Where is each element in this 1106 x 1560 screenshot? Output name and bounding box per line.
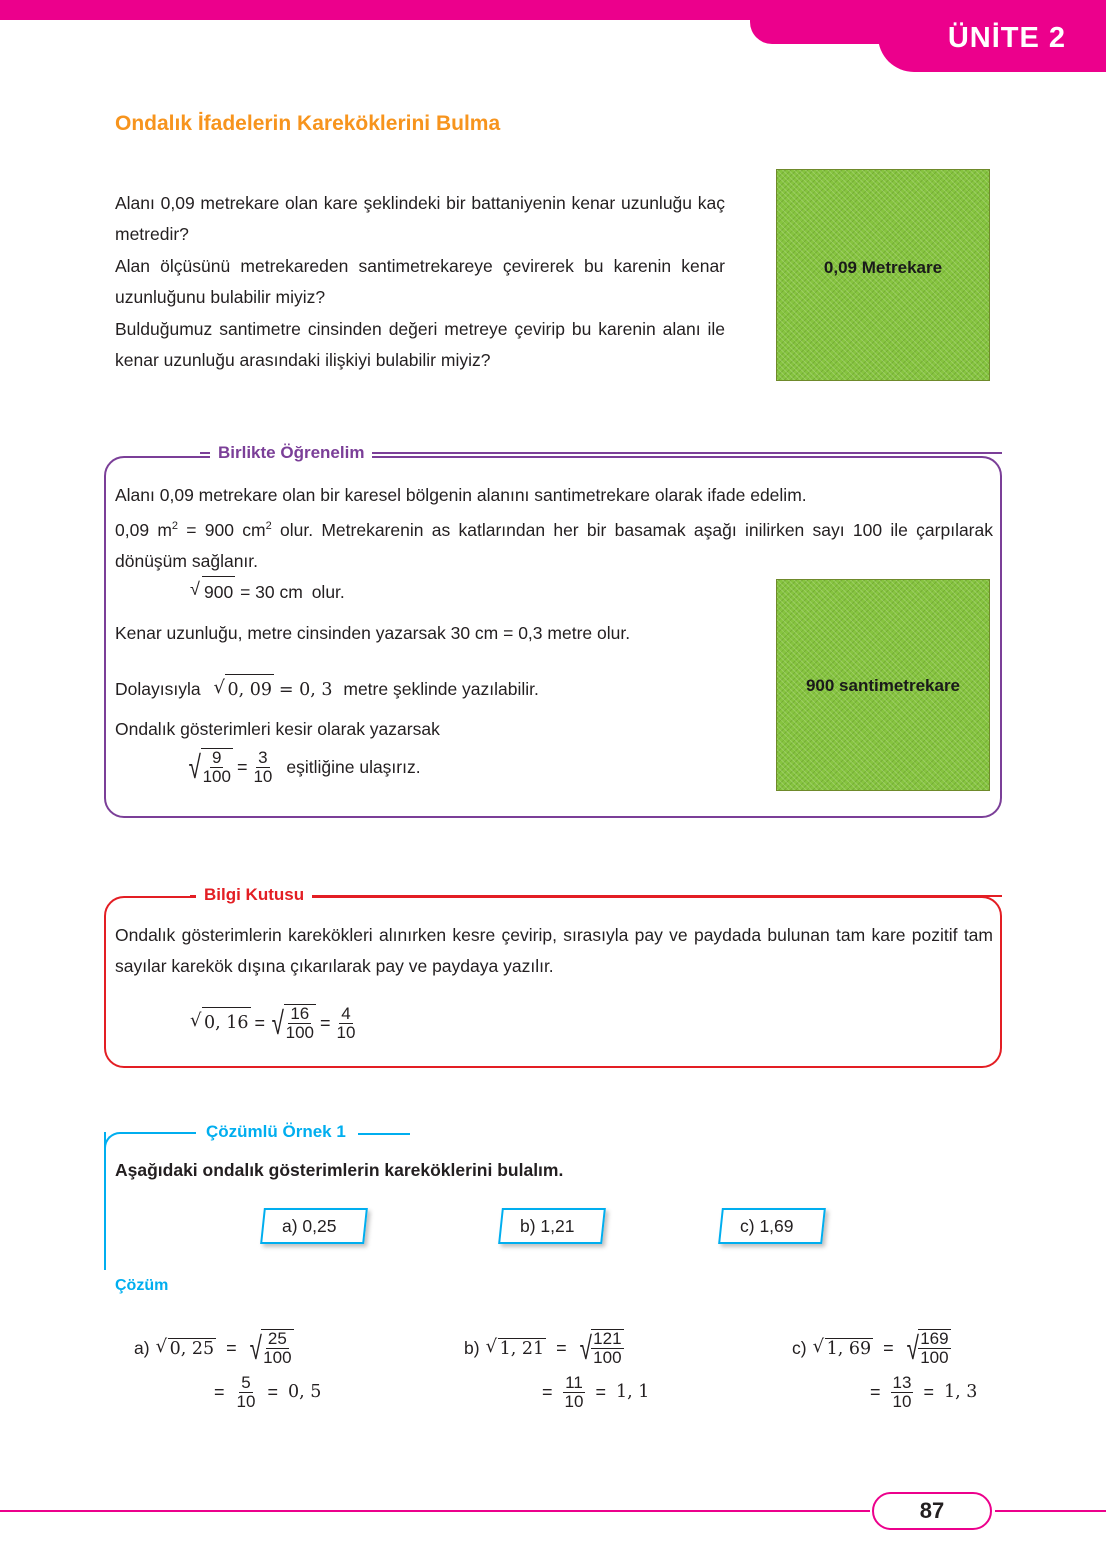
- sqrt-symbol: [190, 576, 235, 608]
- radicand: 1, 21: [499, 1338, 545, 1359]
- intro-text: [115, 188, 725, 377]
- equals-sign: =: [267, 1381, 278, 1402]
- denominator: 10: [253, 766, 273, 786]
- denominator: 10: [892, 1391, 912, 1411]
- bilgi-title: Bilgi Kutusu: [196, 885, 312, 905]
- radicand: [261, 1329, 293, 1367]
- radical-sign: √: [188, 749, 201, 785]
- fraction: [284, 1005, 316, 1042]
- text: olur. Metrekarenin as katlarından her bir basamak aşağı inilirken sayı 100 ile çarpılarak dönüşüm sağlanır.: [115, 519, 993, 571]
- fraction: [261, 1330, 293, 1367]
- footer-rule: [0, 1510, 870, 1512]
- example-title-rule: [358, 1133, 410, 1135]
- footer-rule: [995, 1510, 1106, 1512]
- superscript: 2: [265, 520, 272, 532]
- numerator: 5: [241, 1372, 251, 1392]
- fraction: [563, 1374, 586, 1411]
- blanket-label: 0,09 Metrekare: [823, 258, 943, 277]
- solution-c: [792, 1326, 977, 1414]
- solution-row: [792, 1326, 977, 1370]
- text: metre şeklinde yazılabilir.: [343, 679, 539, 699]
- chip-a: [260, 1208, 368, 1244]
- birlikte-line: Kenar uzunluğu, metre cinsinden yazarsak 30 cm = 0,3 metre olur.: [115, 623, 631, 643]
- solution-item-label: a): [134, 1337, 150, 1358]
- denominator: 100: [202, 767, 231, 786]
- superscript: 2: [171, 520, 179, 532]
- box-title-rule: [384, 452, 1002, 454]
- solution-row: [792, 1370, 977, 1414]
- radicand: [284, 1004, 316, 1042]
- denominator: 100: [285, 1023, 314, 1042]
- numerator: 9: [212, 748, 222, 767]
- solution-label: Çözüm: [115, 1277, 169, 1294]
- sqrt-symbol: [269, 1004, 316, 1042]
- radicand: 1, 69: [826, 1338, 872, 1359]
- denominator: 100: [593, 1348, 622, 1367]
- sqrt-symbol: [156, 1338, 217, 1359]
- intro-paragraph: Bulduğumuz santimetre cinsinden değeri metreye çevirip bu karenin alanı ile kenar uzunluğu arasındaki ilişkiyi bulabilir miyiz?: [115, 319, 725, 370]
- birlikte-title: Birlikte Öğrenelim: [210, 443, 372, 463]
- fraction: [251, 749, 274, 786]
- equation-text: = 0, 3: [278, 680, 333, 700]
- equals-sign: =: [542, 1381, 553, 1402]
- intro-paragraph: Alanı 0,09 metrekare olan kare şeklindeki bir battaniyenin kenar uzunluğu kaç metredir?: [115, 193, 725, 244]
- birlikte-line: Alanı 0,09 metrekare olan bir karesel bölgenin alanını santimetrekare olarak ifade edelim.: [115, 485, 807, 505]
- equals-sign: =: [214, 1381, 225, 1402]
- birlikte-line: Ondalık gösterimleri kesir olarak yazarsak: [115, 719, 440, 739]
- text: Dolayısıyla: [115, 679, 201, 699]
- radicand: [201, 748, 233, 786]
- chip-label: c) 1,69: [740, 1216, 794, 1236]
- chip-b: [498, 1208, 606, 1244]
- intro-paragraph: Alan ölçüsünü metrekareden santimetrekareye çevirerek bu karenin kenar uzunluğunu bulabilir miyiz?: [115, 256, 725, 307]
- sqrt-symbol: [813, 1338, 874, 1359]
- denominator: 100: [263, 1348, 292, 1367]
- sqrt-symbol: [904, 1329, 951, 1367]
- sqrt-symbol: [486, 1338, 547, 1359]
- example-title: Çözümlü Örnek 1: [206, 1122, 346, 1141]
- radicand: 900: [202, 576, 235, 608]
- radical-sign: √: [249, 1330, 262, 1366]
- numerator: 169: [920, 1329, 949, 1348]
- sqrt-symbol: [577, 1329, 624, 1367]
- blanket-image-large: [776, 579, 990, 791]
- equals-sign: =: [319, 1012, 331, 1033]
- radical-sign: √: [579, 1330, 592, 1366]
- birlikte-content: [115, 480, 993, 577]
- equals-sign: =: [883, 1337, 894, 1358]
- solution-b: [464, 1326, 649, 1414]
- text: olur.: [311, 582, 345, 602]
- denominator: 100: [920, 1348, 949, 1367]
- page-title: Ondalık İfadelerin Kareköklerini Bulma: [115, 112, 501, 135]
- box-title-rule: [312, 895, 1002, 897]
- fraction: [335, 1005, 358, 1042]
- text: eşitliğine ulaşırız.: [286, 756, 421, 777]
- equals-sign: =: [923, 1381, 934, 1402]
- blanket-label: 900 santimetrekare: [805, 676, 961, 695]
- fraction: [591, 1330, 623, 1367]
- denominator: 10: [564, 1391, 584, 1411]
- fraction: [891, 1374, 914, 1411]
- text: 0,09 m: [115, 519, 172, 540]
- page-number: 87: [872, 1492, 992, 1530]
- numerator: 121: [593, 1329, 622, 1348]
- equals-sign: =: [254, 1012, 266, 1033]
- chip-label: b) 1,21: [520, 1216, 575, 1236]
- radical-sign: √: [906, 1330, 919, 1366]
- fraction: [201, 749, 233, 786]
- result: 1, 3: [943, 1382, 978, 1402]
- solution-row: [134, 1326, 321, 1370]
- unit-label: ÜNİTE 2: [947, 22, 1066, 54]
- equals-sign: =: [595, 1381, 606, 1402]
- numerator: 11: [565, 1372, 583, 1392]
- example-question: Aşağıdaki ondalık gösterimlerin kareköklerini bulalım.: [115, 1160, 564, 1180]
- bilgi-equation: [190, 1004, 357, 1042]
- fraction: [235, 1374, 258, 1411]
- sqrt-900-line: [190, 576, 345, 608]
- equals-sign: =: [556, 1337, 567, 1358]
- chip-c: [718, 1208, 826, 1244]
- bilgi-text: Ondalık gösterimlerin karekökleri alınırken kesre çevirip, sırasıyla pay ve paydada bulunan tam kare pozitif tam sayılar karekök dışına çıkarılarak pay ve paydaya yazılır.: [115, 925, 993, 976]
- fraction: [918, 1330, 950, 1367]
- sqrt-symbol: [186, 748, 233, 786]
- numerator: 16: [290, 1004, 310, 1023]
- radical-sign: √: [271, 1005, 284, 1041]
- sqrt-symbol: [247, 1329, 294, 1367]
- birlikte-line: [115, 674, 539, 706]
- result: 0, 5: [287, 1382, 322, 1402]
- sqrt-symbol: [213, 674, 274, 706]
- text: = 900 cm: [178, 519, 266, 540]
- radicand: [918, 1329, 950, 1367]
- fraction-equation: [186, 748, 421, 786]
- solution-row: [134, 1370, 321, 1414]
- solution-row: [464, 1370, 649, 1414]
- radicand: 0, 09: [225, 674, 274, 706]
- radicand: 0, 16: [202, 1007, 251, 1039]
- numerator: 13: [892, 1372, 912, 1392]
- numerator: 4: [341, 1003, 351, 1023]
- solution-a: [134, 1326, 321, 1414]
- birlikte-line: [115, 511, 993, 577]
- example-bracket-corner: [104, 1132, 196, 1162]
- blanket-image-small: [776, 169, 990, 381]
- solution-item-label: c): [792, 1337, 807, 1358]
- equals-sign: =: [236, 756, 248, 777]
- sqrt-symbol: [190, 1007, 251, 1039]
- solution-row: [464, 1326, 649, 1370]
- equals-sign: =: [226, 1337, 237, 1358]
- radicand: [591, 1329, 623, 1367]
- numerator: 25: [267, 1329, 287, 1348]
- chip-label: a) 0,25: [282, 1216, 337, 1236]
- radicand: 0, 25: [169, 1338, 215, 1359]
- equals-sign: =: [870, 1381, 881, 1402]
- solution-item-label: b): [464, 1337, 480, 1358]
- denominator: 10: [336, 1022, 356, 1042]
- denominator: 10: [236, 1391, 256, 1411]
- result: 1, 1: [615, 1382, 650, 1402]
- equation-text: = 30 cm: [240, 582, 303, 602]
- numerator: 3: [258, 747, 268, 767]
